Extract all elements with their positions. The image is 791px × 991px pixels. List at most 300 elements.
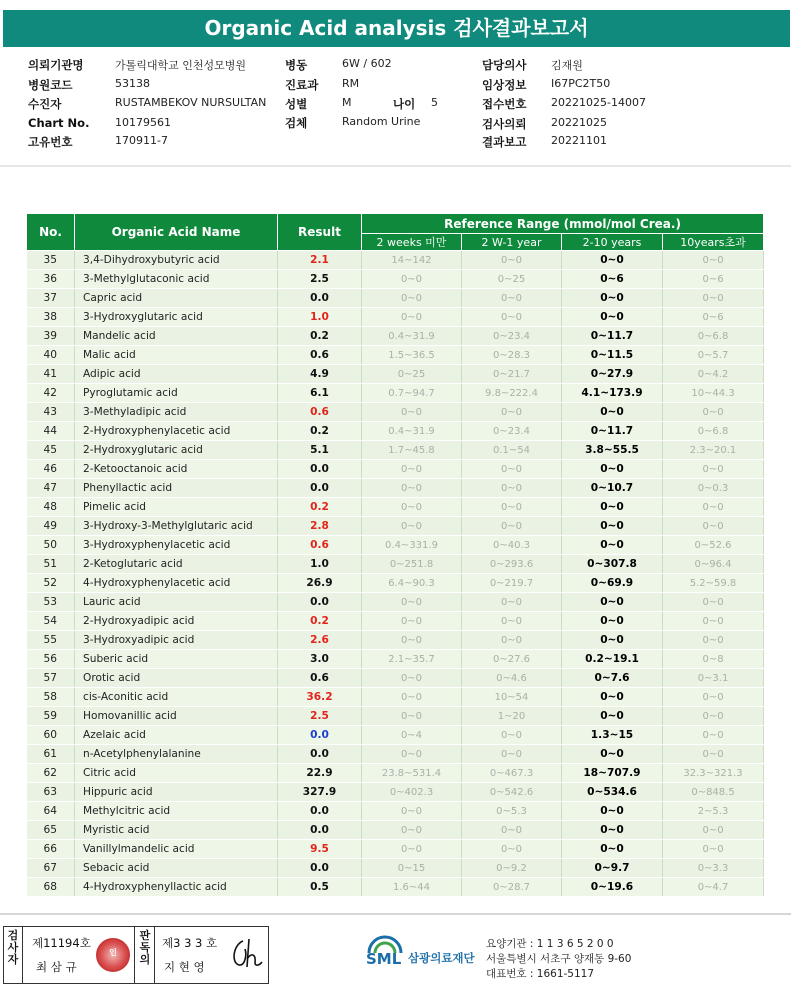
info-label: 검체 bbox=[285, 116, 308, 130]
range-2weeks: 0~0 bbox=[362, 802, 462, 821]
range-10y-plus: 0~848.5 bbox=[663, 783, 764, 802]
info-value: 김재원 bbox=[551, 59, 583, 72]
acid-name: 2-Ketooctanoic acid bbox=[75, 460, 278, 479]
table-row bbox=[27, 365, 764, 384]
range-2w-1y: 0~40.3 bbox=[462, 536, 562, 555]
range-10y-plus: 0~4.2 bbox=[663, 365, 764, 384]
col-header-reference: Reference Range (mmol/mol Crea.) bbox=[362, 214, 764, 234]
result-value: 2.6 bbox=[278, 631, 362, 650]
table-row bbox=[27, 574, 764, 593]
row-number: 53 bbox=[27, 593, 75, 612]
result-value: 0.0 bbox=[278, 745, 362, 764]
result-value: 0.0 bbox=[278, 593, 362, 612]
range-10y-plus: 0~0.3 bbox=[663, 479, 764, 498]
divider bbox=[22, 927, 23, 983]
results-body bbox=[27, 251, 764, 897]
range-2-10y: 0~307.8 bbox=[562, 555, 663, 574]
footer-divider bbox=[0, 913, 791, 915]
range-2w-1y: 0~0 bbox=[462, 517, 562, 536]
col-header-range: 2 W-1 year bbox=[462, 234, 562, 251]
table-row bbox=[27, 422, 764, 441]
agency-number: 요양기관 : 1 1 3 6 5 2 0 0 bbox=[486, 938, 614, 950]
row-number: 65 bbox=[27, 821, 75, 840]
range-2weeks: 0~0 bbox=[362, 688, 462, 707]
acid-name: 3-Methylglutaconic acid bbox=[75, 270, 278, 289]
range-10y-plus: 0~0 bbox=[663, 840, 764, 859]
range-10y-plus: 0~6 bbox=[663, 308, 764, 327]
result-value: 26.9 bbox=[278, 574, 362, 593]
info-label: 의뢰기관명 bbox=[28, 58, 84, 72]
range-2-10y: 0~19.6 bbox=[562, 878, 663, 897]
acid-name: cis-Aconitic acid bbox=[75, 688, 278, 707]
range-10y-plus: 2~5.3 bbox=[663, 802, 764, 821]
row-number: 61 bbox=[27, 745, 75, 764]
info-value: RM bbox=[342, 77, 360, 90]
range-10y-plus: 0~0 bbox=[663, 517, 764, 536]
acid-name: 2-Hydroxyadipic acid bbox=[75, 612, 278, 631]
result-value: 6.1 bbox=[278, 384, 362, 403]
row-number: 37 bbox=[27, 289, 75, 308]
acid-name: Azelaic acid bbox=[75, 726, 278, 745]
range-10y-plus: 0~96.4 bbox=[663, 555, 764, 574]
result-value: 0.6 bbox=[278, 536, 362, 555]
range-2weeks: 0~0 bbox=[362, 403, 462, 422]
result-value: 0.6 bbox=[278, 669, 362, 688]
row-number: 45 bbox=[27, 441, 75, 460]
range-2-10y: 0~0 bbox=[562, 631, 663, 650]
reader-name: 지 현 영 bbox=[164, 960, 205, 974]
table-row bbox=[27, 270, 764, 289]
result-value: 0.0 bbox=[278, 859, 362, 878]
table-row bbox=[27, 650, 764, 669]
row-number: 59 bbox=[27, 707, 75, 726]
row-number: 35 bbox=[27, 251, 75, 270]
range-2w-1y: 0~0 bbox=[462, 403, 562, 422]
info-label: 고유번호 bbox=[28, 135, 73, 149]
range-10y-plus: 0~0 bbox=[663, 593, 764, 612]
table-row bbox=[27, 384, 764, 403]
acid-name: Pyroglutamic acid bbox=[75, 384, 278, 403]
range-2weeks: 1.5~36.5 bbox=[362, 346, 462, 365]
row-number: 54 bbox=[27, 612, 75, 631]
range-2weeks: 1.6~44 bbox=[362, 878, 462, 897]
info-label: 결과보고 bbox=[482, 135, 527, 149]
result-value: 0.2 bbox=[278, 327, 362, 346]
range-2w-1y: 0~0 bbox=[462, 631, 562, 650]
range-2-10y: 4.1~173.9 bbox=[562, 384, 663, 403]
table-row bbox=[27, 498, 764, 517]
range-2-10y: 0~0 bbox=[562, 745, 663, 764]
range-2w-1y: 0~27.6 bbox=[462, 650, 562, 669]
range-2-10y: 0~11.7 bbox=[562, 327, 663, 346]
signature-box bbox=[3, 926, 269, 984]
table-row bbox=[27, 517, 764, 536]
sml-logo-text: SML bbox=[366, 950, 402, 968]
range-2weeks: 0~0 bbox=[362, 289, 462, 308]
range-2w-1y: 0~5.3 bbox=[462, 802, 562, 821]
range-2weeks: 23.8~531.4 bbox=[362, 764, 462, 783]
info-label: 진료과 bbox=[285, 78, 319, 92]
signature-icon bbox=[229, 935, 265, 973]
table-row bbox=[27, 669, 764, 688]
range-2weeks: 0~0 bbox=[362, 517, 462, 536]
range-2weeks: 0~0 bbox=[362, 840, 462, 859]
result-value: 2.5 bbox=[278, 707, 362, 726]
result-value: 0.2 bbox=[278, 498, 362, 517]
range-2w-1y: 0~0 bbox=[462, 498, 562, 517]
results-table bbox=[26, 213, 764, 897]
tester-label: 검사자 bbox=[7, 929, 19, 966]
range-2-10y: 0~11.7 bbox=[562, 422, 663, 441]
range-10y-plus: 0~0 bbox=[663, 688, 764, 707]
acid-name: Pimelic acid bbox=[75, 498, 278, 517]
range-10y-plus: 0~0 bbox=[663, 707, 764, 726]
range-2w-1y: 0~467.3 bbox=[462, 764, 562, 783]
result-value: 327.9 bbox=[278, 783, 362, 802]
col-header-result: Result bbox=[278, 214, 362, 251]
acid-name: Suberic acid bbox=[75, 650, 278, 669]
table-row bbox=[27, 327, 764, 346]
range-2-10y: 1.3~15 bbox=[562, 726, 663, 745]
range-2-10y: 0~0 bbox=[562, 460, 663, 479]
result-value: 22.9 bbox=[278, 764, 362, 783]
tester-name: 최 삼 규 bbox=[36, 960, 77, 974]
range-2-10y: 0~0 bbox=[562, 403, 663, 422]
range-2weeks: 0~0 bbox=[362, 498, 462, 517]
acid-name: 4-Hydroxyphenylacetic acid bbox=[75, 574, 278, 593]
info-label: 병원코드 bbox=[28, 78, 73, 92]
result-value: 0.0 bbox=[278, 460, 362, 479]
acid-name: 3-Hydroxyadipic acid bbox=[75, 631, 278, 650]
range-2w-1y: 0~0 bbox=[462, 289, 562, 308]
row-number: 43 bbox=[27, 403, 75, 422]
range-10y-plus: 0~0 bbox=[663, 821, 764, 840]
range-2weeks: 0~0 bbox=[362, 707, 462, 726]
table-row bbox=[27, 479, 764, 498]
table-row bbox=[27, 878, 764, 897]
range-2w-1y: 0~9.2 bbox=[462, 859, 562, 878]
range-2w-1y: 0~21.7 bbox=[462, 365, 562, 384]
acid-name: 2-Hydroxyphenylacetic acid bbox=[75, 422, 278, 441]
range-10y-plus: 0~0 bbox=[663, 289, 764, 308]
range-10y-plus: 0~3.1 bbox=[663, 669, 764, 688]
range-2-10y: 0~0 bbox=[562, 289, 663, 308]
range-2weeks: 0~0 bbox=[362, 631, 462, 650]
result-value: 5.1 bbox=[278, 441, 362, 460]
range-2w-1y: 0~0 bbox=[462, 593, 562, 612]
acid-name: Hippuric acid bbox=[75, 783, 278, 802]
range-2w-1y: 0~23.4 bbox=[462, 327, 562, 346]
range-2w-1y: 0~25 bbox=[462, 270, 562, 289]
result-value: 0.0 bbox=[278, 289, 362, 308]
range-2w-1y: 0~0 bbox=[462, 840, 562, 859]
range-2weeks: 0~0 bbox=[362, 593, 462, 612]
acid-name: Mandelic acid bbox=[75, 327, 278, 346]
acid-name: Vanillylmandelic acid bbox=[75, 840, 278, 859]
table-row bbox=[27, 441, 764, 460]
tester-license: 제11194호 bbox=[32, 936, 91, 950]
range-10y-plus: 0~0 bbox=[663, 403, 764, 422]
range-10y-plus: 0~0 bbox=[663, 726, 764, 745]
table-row bbox=[27, 308, 764, 327]
range-2weeks: 2.1~35.7 bbox=[362, 650, 462, 669]
col-header-range: 10years초과 bbox=[663, 234, 764, 251]
range-2w-1y: 10~54 bbox=[462, 688, 562, 707]
range-2weeks: 0~0 bbox=[362, 460, 462, 479]
range-10y-plus: 0~6 bbox=[663, 270, 764, 289]
acid-name: Malic acid bbox=[75, 346, 278, 365]
range-2-10y: 18~707.9 bbox=[562, 764, 663, 783]
range-2weeks: 0~0 bbox=[362, 270, 462, 289]
seal-stamp bbox=[96, 938, 130, 972]
row-number: 41 bbox=[27, 365, 75, 384]
range-2w-1y: 0~28.7 bbox=[462, 878, 562, 897]
range-10y-plus: 0~6.8 bbox=[663, 327, 764, 346]
range-2-10y: 0~0 bbox=[562, 688, 663, 707]
range-2-10y: 0~7.6 bbox=[562, 669, 663, 688]
range-2-10y: 0~0 bbox=[562, 517, 663, 536]
range-2-10y: 0~69.9 bbox=[562, 574, 663, 593]
row-number: 66 bbox=[27, 840, 75, 859]
range-2weeks: 0~0 bbox=[362, 669, 462, 688]
result-value: 0.0 bbox=[278, 821, 362, 840]
result-value: 0.0 bbox=[278, 726, 362, 745]
table-row bbox=[27, 745, 764, 764]
row-number: 55 bbox=[27, 631, 75, 650]
range-2weeks: 0.4~31.9 bbox=[362, 327, 462, 346]
row-number: 52 bbox=[27, 574, 75, 593]
result-value: 2.8 bbox=[278, 517, 362, 536]
range-2w-1y: 0.1~54 bbox=[462, 441, 562, 460]
range-10y-plus: 0~0 bbox=[663, 745, 764, 764]
table-row bbox=[27, 536, 764, 555]
info-value: RUSTAMBEKOV NURSULTAN bbox=[115, 96, 267, 109]
range-2w-1y: 0~23.4 bbox=[462, 422, 562, 441]
reader-license: 제3 3 3 호 bbox=[162, 936, 218, 950]
range-2w-1y: 0~0 bbox=[462, 251, 562, 270]
result-value: 0.6 bbox=[278, 403, 362, 422]
range-2w-1y: 0~0 bbox=[462, 745, 562, 764]
range-2weeks: 0.4~31.9 bbox=[362, 422, 462, 441]
acid-name: 3,4-Dihydroxybutyric acid bbox=[75, 251, 278, 270]
range-10y-plus: 0~0 bbox=[663, 251, 764, 270]
info-label: Chart No. bbox=[28, 116, 90, 130]
range-10y-plus: 5.2~59.8 bbox=[663, 574, 764, 593]
table-row bbox=[27, 764, 764, 783]
col-header-range: 2 weeks 미만 bbox=[362, 234, 462, 251]
range-2weeks: 1.7~45.8 bbox=[362, 441, 462, 460]
row-number: 63 bbox=[27, 783, 75, 802]
range-2weeks: 0~251.8 bbox=[362, 555, 462, 574]
row-number: 40 bbox=[27, 346, 75, 365]
section-divider bbox=[0, 165, 791, 167]
acid-name: n-Acetylphenylalanine bbox=[75, 745, 278, 764]
row-number: 56 bbox=[27, 650, 75, 669]
range-2w-1y: 0~4.6 bbox=[462, 669, 562, 688]
col-header-range: 2-10 years bbox=[562, 234, 663, 251]
range-2-10y: 0~0 bbox=[562, 612, 663, 631]
range-2weeks: 0~0 bbox=[362, 308, 462, 327]
range-2-10y: 0~27.9 bbox=[562, 365, 663, 384]
col-header-name: Organic Acid Name bbox=[75, 214, 278, 251]
info-value: 10179561 bbox=[115, 116, 171, 129]
phone: 대표번호 : 1661-5117 bbox=[486, 968, 595, 980]
range-2-10y: 0~10.7 bbox=[562, 479, 663, 498]
range-2weeks: 0~25 bbox=[362, 365, 462, 384]
range-2w-1y: 9.8~222.4 bbox=[462, 384, 562, 403]
range-2-10y: 0~0 bbox=[562, 593, 663, 612]
info-label: 임상정보 bbox=[482, 78, 527, 92]
foundation-name: 삼광의료재단 bbox=[408, 951, 475, 965]
table-row bbox=[27, 631, 764, 650]
table-row bbox=[27, 859, 764, 878]
row-number: 42 bbox=[27, 384, 75, 403]
range-10y-plus: 0~0 bbox=[663, 498, 764, 517]
range-2w-1y: 0~293.6 bbox=[462, 555, 562, 574]
range-2weeks: 0~4 bbox=[362, 726, 462, 745]
acid-name: 2-Hydroxyglutaric acid bbox=[75, 441, 278, 460]
row-number: 57 bbox=[27, 669, 75, 688]
table-row bbox=[27, 707, 764, 726]
info-label: 성별 bbox=[285, 97, 308, 111]
range-2w-1y: 0~28.3 bbox=[462, 346, 562, 365]
info-value: 20221025-14007 bbox=[551, 96, 646, 109]
table-row bbox=[27, 821, 764, 840]
acid-name: 4-Hydroxyphenyllactic acid bbox=[75, 878, 278, 897]
range-2w-1y: 0~0 bbox=[462, 460, 562, 479]
info-value: 5 bbox=[431, 96, 438, 109]
range-2-10y: 0~0 bbox=[562, 802, 663, 821]
row-number: 36 bbox=[27, 270, 75, 289]
table-row bbox=[27, 289, 764, 308]
row-number: 38 bbox=[27, 308, 75, 327]
row-number: 46 bbox=[27, 460, 75, 479]
result-value: 36.2 bbox=[278, 688, 362, 707]
range-2w-1y: 0~0 bbox=[462, 479, 562, 498]
row-number: 58 bbox=[27, 688, 75, 707]
row-number: 62 bbox=[27, 764, 75, 783]
range-2-10y: 0~0 bbox=[562, 251, 663, 270]
row-number: 67 bbox=[27, 859, 75, 878]
info-value: M bbox=[342, 96, 352, 109]
range-2weeks: 0~15 bbox=[362, 859, 462, 878]
info-label: 검사의뢰 bbox=[482, 117, 527, 131]
range-2w-1y: 0~219.7 bbox=[462, 574, 562, 593]
range-2-10y: 0~6 bbox=[562, 270, 663, 289]
range-10y-plus: 0~0 bbox=[663, 460, 764, 479]
range-10y-plus: 2.3~20.1 bbox=[663, 441, 764, 460]
result-value: 0.0 bbox=[278, 802, 362, 821]
range-2-10y: 0~0 bbox=[562, 498, 663, 517]
range-10y-plus: 0~6.8 bbox=[663, 422, 764, 441]
row-number: 44 bbox=[27, 422, 75, 441]
row-number: 68 bbox=[27, 878, 75, 897]
seal-text: 인 bbox=[109, 948, 117, 957]
table-row bbox=[27, 593, 764, 612]
acid-name: 3-Methyladipic acid bbox=[75, 403, 278, 422]
range-10y-plus: 32.3~321.3 bbox=[663, 764, 764, 783]
table-row bbox=[27, 251, 764, 270]
range-2weeks: 0.7~94.7 bbox=[362, 384, 462, 403]
table-row bbox=[27, 840, 764, 859]
range-2-10y: 0~0 bbox=[562, 308, 663, 327]
row-number: 50 bbox=[27, 536, 75, 555]
range-10y-plus: 0~0 bbox=[663, 612, 764, 631]
range-2weeks: 6.4~90.3 bbox=[362, 574, 462, 593]
row-number: 64 bbox=[27, 802, 75, 821]
acid-name: Citric acid bbox=[75, 764, 278, 783]
result-value: 0.6 bbox=[278, 346, 362, 365]
row-number: 60 bbox=[27, 726, 75, 745]
range-10y-plus: 10~44.3 bbox=[663, 384, 764, 403]
range-2w-1y: 0~0 bbox=[462, 726, 562, 745]
range-2-10y: 0~11.5 bbox=[562, 346, 663, 365]
range-2w-1y: 0~542.6 bbox=[462, 783, 562, 802]
range-2weeks: 0~402.3 bbox=[362, 783, 462, 802]
acid-name: 2-Ketoglutaric acid bbox=[75, 555, 278, 574]
row-number: 49 bbox=[27, 517, 75, 536]
acid-name: Orotic acid bbox=[75, 669, 278, 688]
range-2weeks: 0~0 bbox=[362, 479, 462, 498]
acid-name: Capric acid bbox=[75, 289, 278, 308]
range-2-10y: 0~0 bbox=[562, 536, 663, 555]
divider bbox=[134, 927, 135, 983]
result-value: 2.1 bbox=[278, 251, 362, 270]
range-10y-plus: 0~52.6 bbox=[663, 536, 764, 555]
range-10y-plus: 0~5.7 bbox=[663, 346, 764, 365]
acid-name: Sebacic acid bbox=[75, 859, 278, 878]
range-2weeks: 0.4~331.9 bbox=[362, 536, 462, 555]
range-10y-plus: 0~0 bbox=[663, 631, 764, 650]
range-2weeks: 0~0 bbox=[362, 821, 462, 840]
result-value: 2.5 bbox=[278, 270, 362, 289]
acid-name: 3-Hydroxyglutaric acid bbox=[75, 308, 278, 327]
info-label: 나이 bbox=[393, 97, 416, 111]
range-2-10y: 0.2~19.1 bbox=[562, 650, 663, 669]
range-2-10y: 0~534.6 bbox=[562, 783, 663, 802]
result-value: 1.0 bbox=[278, 308, 362, 327]
range-2weeks: 0~0 bbox=[362, 612, 462, 631]
report-title: Organic Acid analysis 검사결과보고서 bbox=[3, 10, 790, 47]
result-value: 0.2 bbox=[278, 422, 362, 441]
range-2-10y: 0~9.7 bbox=[562, 859, 663, 878]
table-row bbox=[27, 688, 764, 707]
range-2-10y: 0~0 bbox=[562, 821, 663, 840]
range-2w-1y: 0~0 bbox=[462, 821, 562, 840]
acid-name: Myristic acid bbox=[75, 821, 278, 840]
patient-info bbox=[0, 52, 791, 152]
table-row bbox=[27, 460, 764, 479]
range-2w-1y: 1~20 bbox=[462, 707, 562, 726]
row-number: 51 bbox=[27, 555, 75, 574]
info-value: I67PC2T50 bbox=[551, 77, 611, 90]
info-label: 병동 bbox=[285, 58, 308, 72]
info-value: 20221025 bbox=[551, 116, 607, 129]
range-2-10y: 0~0 bbox=[562, 707, 663, 726]
info-value: 20221101 bbox=[551, 134, 607, 147]
range-2w-1y: 0~0 bbox=[462, 308, 562, 327]
table-row bbox=[27, 403, 764, 422]
acid-name: 3-Hydroxyphenylacetic acid bbox=[75, 536, 278, 555]
table-row bbox=[27, 346, 764, 365]
info-label: 수진자 bbox=[28, 97, 62, 111]
result-value: 0.5 bbox=[278, 878, 362, 897]
acid-name: 3-Hydroxy-3-Methylglutaric acid bbox=[75, 517, 278, 536]
acid-name: Lauric acid bbox=[75, 593, 278, 612]
row-number: 39 bbox=[27, 327, 75, 346]
row-number: 48 bbox=[27, 498, 75, 517]
range-10y-plus: 0~3.3 bbox=[663, 859, 764, 878]
